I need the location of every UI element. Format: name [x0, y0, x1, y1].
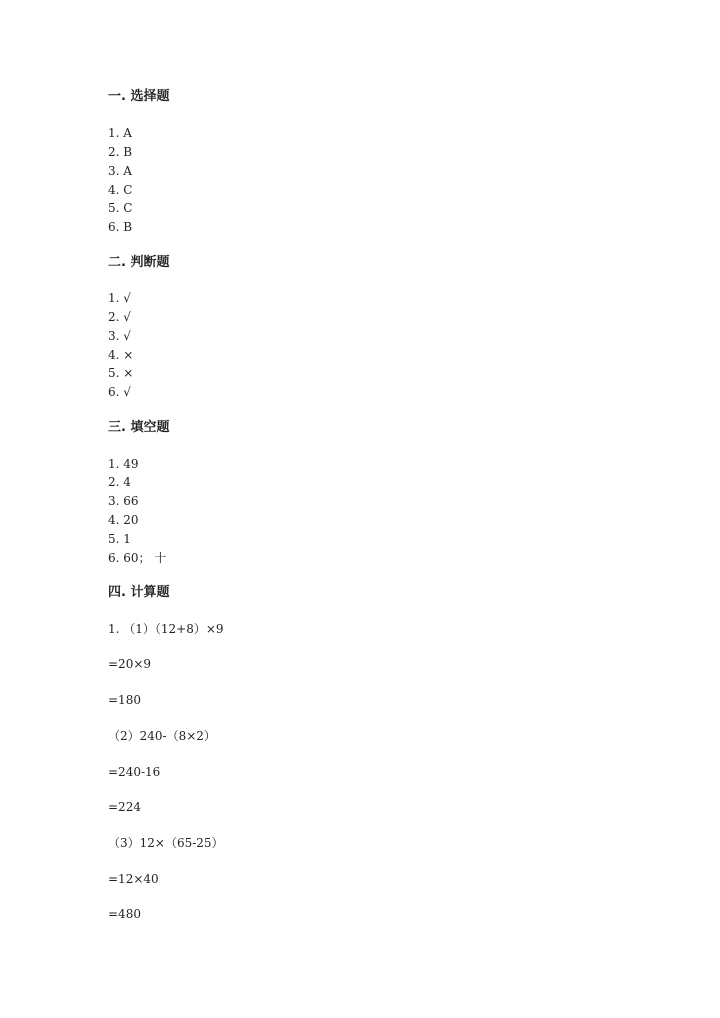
calc-line: =480 — [108, 907, 141, 921]
answer-line: 2. √ — [108, 310, 131, 324]
answer-line: 3. 66 — [108, 494, 139, 508]
calc-line: =240-16 — [108, 765, 161, 779]
section-heading-fill-in: 三. 填空题 — [108, 420, 170, 435]
answer-line: 4. C — [108, 183, 133, 197]
answer-line: 1. 49 — [108, 457, 139, 471]
answer-line: 5. × — [108, 366, 134, 380]
calc-line: 1. （1）（12+8）×9 — [108, 622, 224, 636]
answer-line: 1. √ — [108, 291, 131, 305]
answer-line: 6. B — [108, 220, 133, 234]
calc-line: =12×40 — [108, 872, 159, 886]
answer-line: 6. √ — [108, 385, 131, 399]
section-heading-calculation: 四. 计算题 — [108, 585, 170, 600]
answer-line: 2. B — [108, 145, 133, 159]
answer-line: 2. 4 — [108, 475, 131, 489]
answer-line: 3. A — [108, 164, 132, 178]
answer-line: 6. 60； 十 — [108, 551, 167, 565]
answer-line: 5. C — [108, 201, 133, 215]
answer-line: 5. 1 — [108, 532, 131, 546]
answer-line: 4. 20 — [108, 513, 139, 527]
calc-line: （3）12×（65-25） — [108, 836, 224, 850]
calc-line: =224 — [108, 800, 141, 814]
calc-line: （2）240-（8×2） — [108, 729, 216, 743]
section-heading-judgement: 二. 判断题 — [108, 255, 170, 270]
answer-line: 1. A — [108, 126, 132, 140]
answer-line: 3. √ — [108, 329, 131, 343]
answer-line: 4. × — [108, 348, 134, 362]
calc-line: =180 — [108, 693, 141, 707]
calc-line: =20×9 — [108, 657, 152, 671]
section-heading-choice: 一. 选择题 — [108, 89, 170, 104]
